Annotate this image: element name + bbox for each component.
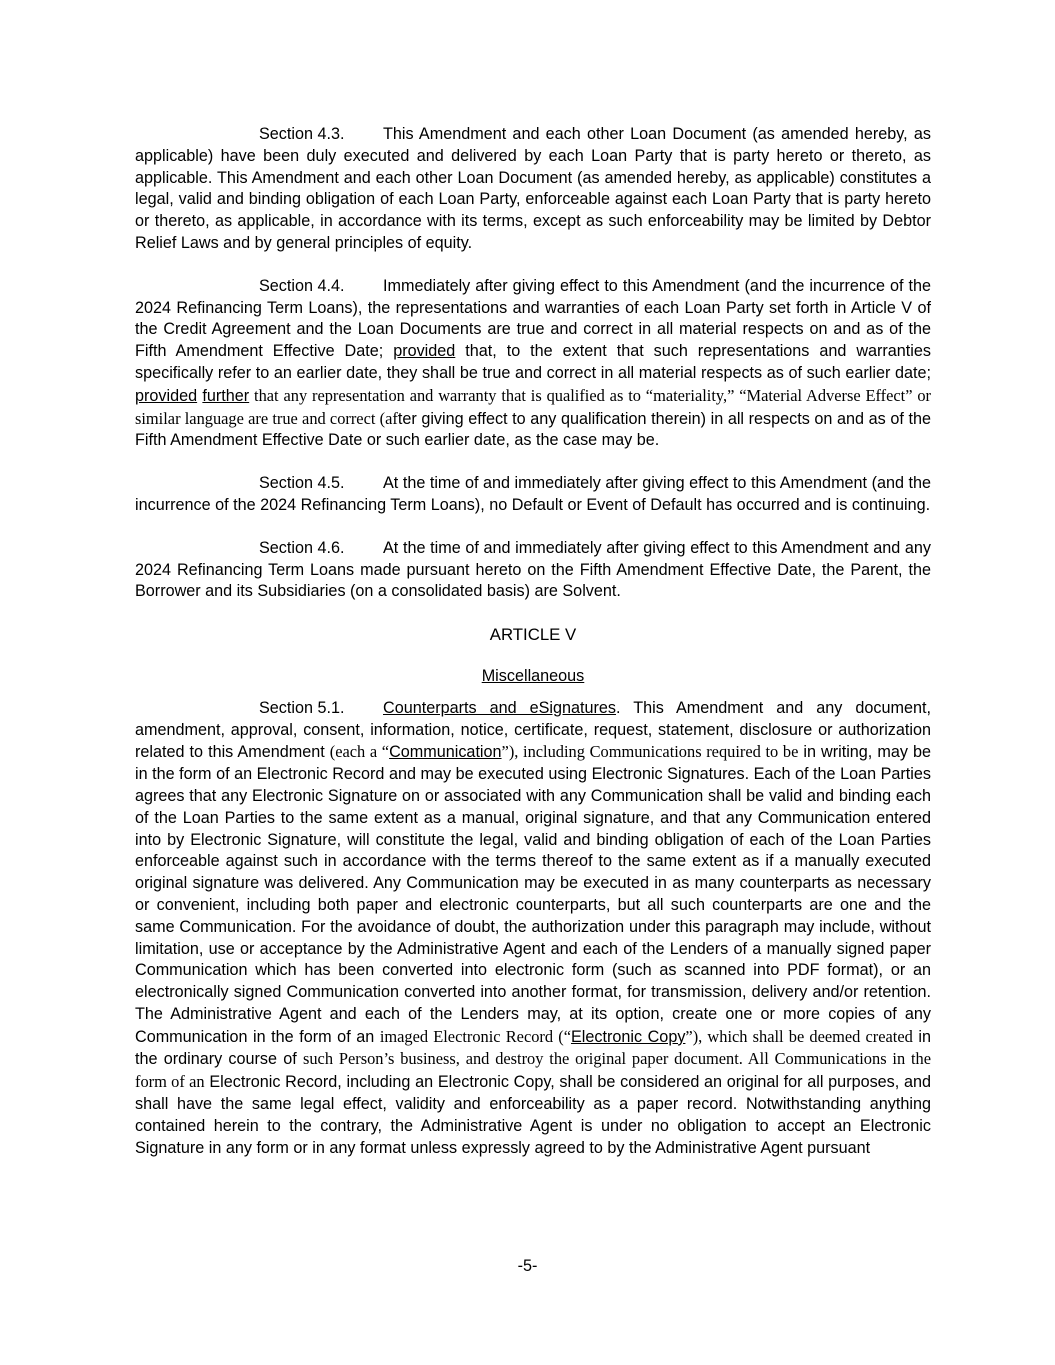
article-title: ARTICLE V: [489, 625, 577, 645]
section-text: Immediately after giving effect to this Amendment (and the incurrence of the 2024 Refinancing Term Loans), the representations and warranties of each Loan Party set forth in Article V of the Credit Agreement and the Loan Documents are true and correct in all material respects on and as of the Fifth Amendment Effective Date;: [135, 276, 931, 361]
provided-term: provided: [135, 386, 198, 405]
section-text: . This Amendment and any document, amendment, approval, consent, information, notice, certificate, request, statement, disclosure or authorization related to this Amendment: [135, 698, 931, 762]
section-text-serif: such Person’s business, and destroy the original paper document. All Communications in the form of an: [135, 1049, 932, 1092]
section-heading: Counterparts and eSignatures: [383, 698, 617, 717]
article-subtitle-text: Miscellaneous: [481, 666, 585, 685]
section-text-serif: ”), including Communications required to be: [501, 742, 799, 762]
section-number: Section 4.6.: [259, 538, 345, 557]
section-4-3: [135, 124, 931, 255]
section-5-1: [135, 698, 931, 1160]
provided-term: provided: [393, 342, 456, 361]
section-4-6: [135, 538, 931, 603]
section-text: This Amendment and each other Loan Document (as amended hereby, as applicable) have been duly executed and delivered by each Loan Party that is party hereto or thereto, as applicable. This Amendment and each other Loan Document (as amended hereby, as applicable) constitutes a legal, valid and binding obligation of each Loan Party, enforceable against each Loan Party that is party hereto or thereto, as applicable, in accordance with its terms, except as such enforceability may be limited by Debtor Relief Laws and by general principles of equity.: [135, 125, 931, 252]
section-text-serif: ”), which shall be deemed created: [685, 1026, 913, 1046]
section-text: that, to the extent that such representations and warranties specifically refer to an earlier date, they shall be true and correct in all material respects as of such earlier date;: [135, 342, 931, 382]
section-number: Section 5.1.: [259, 698, 345, 717]
section-number: Section 4.3.: [259, 125, 345, 143]
section-text: in the ordinary course of: [135, 1027, 931, 1069]
section-text: At the time of and immediately after giving effect to this Amendment (and the incurrence of the 2024 Refinancing Term Loans), no Default or Event of Default has occurred and is continuing.: [135, 474, 931, 514]
section-text-serif: that any representation and warranty that is qualified as to “materiality,” “Material Adverse Effect” or similar language are true and correct (af: [135, 385, 932, 428]
section-number: Section 4.4.: [259, 276, 345, 295]
further-term: further: [202, 386, 250, 405]
page-number: -5-: [517, 1257, 538, 1275]
section-text: At the time of and immediately after giving effect to this Amendment and any 2024 Refinancing Term Loans made pursuant hereto on the Fifth Amendment Effective Date, the Parent, the Borrower and its Subsidiaries (on a consolidated basis) are Solvent.: [135, 538, 931, 601]
electronic-copy-term: Electronic Copy: [570, 1027, 686, 1046]
article-subtitle: [135, 666, 931, 688]
communication-term: Communication: [389, 743, 502, 762]
section-text: Electronic Record, including an Electronic Copy, shall be considered an original for all purposes, and shall have the same legal effect, validity and enforceability as a paper record. Notwithstanding anything contained herein to the contrary, the Administrative Agent is under no obligation to accept an Electronic Signature in any form or in any format unless expressly agreed to by the Administrative Agent pursuant: [135, 1073, 931, 1157]
section-4-4: [135, 276, 931, 452]
section-text: ter giving effect to any qualification therein) in all respects on and as of the Fifth Amendment Effective Date or such earlier date, as the case may be.: [135, 409, 931, 450]
section-text-serif: (each a “: [329, 742, 390, 762]
document-body: [135, 124, 931, 1180]
section-text: in writing, may be in the form of an Electronic Record and may be executed using Electronic Signatures. Each of the Loan Parties agrees that any Electronic Signature on or associated with any Communication shall be valid and binding each of the Loan Parties to the same extent as a manual, original signature, and that any Communication entered into by Electronic Signature, will constitute the legal, valid and binding obligation of each of the Loan Parties enforceable against such in accordance with the terms thereof to the same extent as if a manually executed original signature was delivered. Any Communication may be executed in as many counterparts as necessary or convenient, including both paper and electronic counterparts, but all such counterparts are one and the same Communication. For the avoidance of doubt, the authorization under this paragraph may include, without limitation, use or acceptance by the Administrative Agent and each of the Lenders of a manually signed paper Communication which has been converted into electronic form (such as scanned into PDF format), or an electronically signed Communication converted into another format, for transmission, delivery and/or retention. The Administrative Agent and each of the Lenders may, at its option, create one or more copies of any Communication in the form of an: [135, 743, 931, 1046]
section-text-serif: imaged Electronic Record (“: [379, 1026, 571, 1046]
section-4-5: [135, 473, 931, 517]
section-number: Section 4.5.: [259, 474, 345, 493]
